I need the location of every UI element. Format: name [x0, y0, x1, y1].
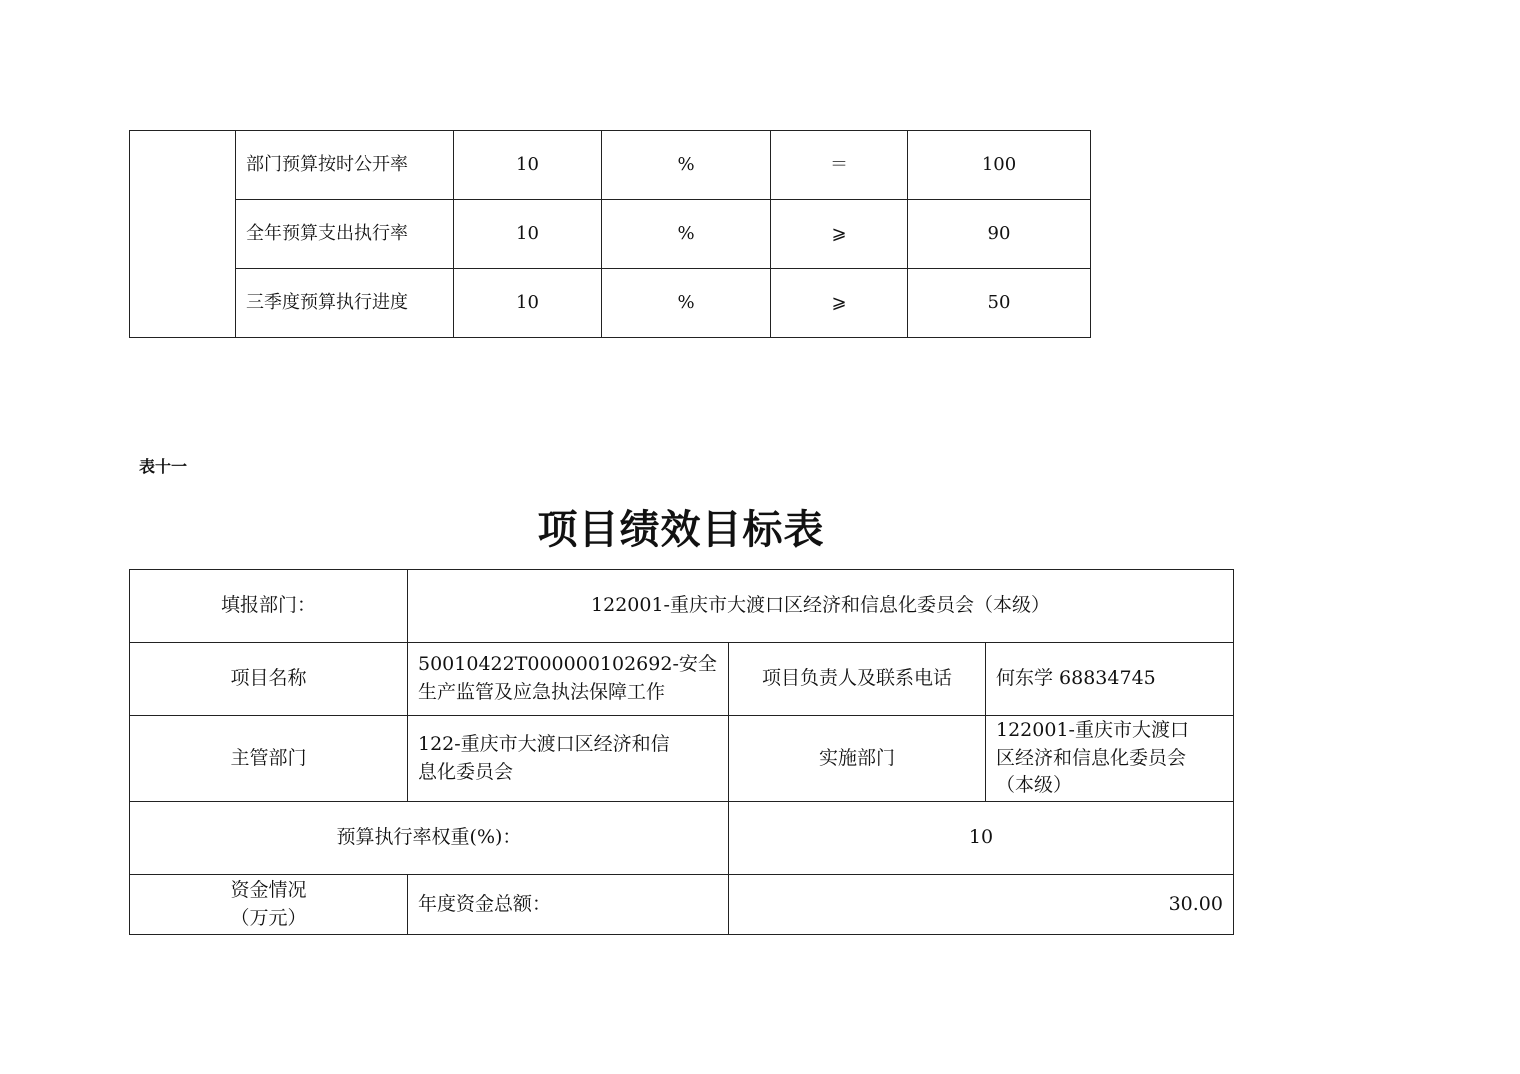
indicator-operator: ⩾ — [771, 200, 908, 269]
table-row — [130, 131, 1091, 200]
supervisor-line: 122-重庆市大渡口区经济和信 — [418, 732, 670, 755]
indicator-weight: 10 — [454, 200, 602, 269]
indicator-target: 90 — [908, 200, 1091, 269]
dept-label: 填报部门： — [130, 570, 408, 643]
table-row — [130, 200, 1091, 269]
project-name-line: 50010422T000000102692-安全 — [418, 653, 717, 676]
table-row — [130, 716, 1234, 802]
impl-dept-value — [986, 716, 1234, 802]
indicator-unit: % — [602, 131, 771, 200]
indicator-target: 100 — [908, 131, 1091, 200]
dept-value: 122001-重庆市大渡口区经济和信息化委员会（本级） — [408, 570, 1234, 643]
table-row — [130, 570, 1234, 643]
supervisor-value — [408, 716, 729, 802]
project-name-line: 生产监管及应急执法保障工作 — [418, 681, 666, 703]
fund-label — [130, 875, 408, 935]
indicator-operator: ＝ — [771, 131, 908, 200]
fund-total-label: 年度资金总额： — [408, 875, 729, 935]
indicator-target: 50 — [908, 269, 1091, 338]
indicator-name: 三季度预算执行进度 — [236, 269, 454, 338]
indicator-unit: % — [602, 200, 771, 269]
indicator-name: 全年预算支出执行率 — [236, 200, 454, 269]
table-row — [130, 643, 1234, 716]
project-name-label: 项目名称 — [130, 643, 408, 716]
page-title: 项目绩效目标表 — [537, 506, 825, 553]
impl-dept-line: （本级） — [996, 774, 1073, 797]
supervisor-line: 息化委员会 — [418, 760, 514, 783]
impl-dept-label: 实施部门 — [729, 716, 986, 802]
project-info-table — [129, 569, 1234, 935]
contact-label: 项目负责人及联系电话 — [729, 643, 986, 716]
supervisor-label: 主管部门 — [130, 716, 408, 802]
budget-weight-value: 10 — [729, 802, 1234, 875]
impl-dept-line: 区经济和信息化委员会 — [996, 746, 1187, 769]
budget-weight-label: 预算执行率权重(%)： — [130, 802, 729, 875]
table-row — [130, 269, 1091, 338]
indicator-name: 部门预算按时公开率 — [236, 131, 454, 200]
fund-label-line: （万元） — [230, 906, 307, 929]
fund-label-line: 资金情况 — [230, 878, 307, 901]
indicator-weight: 10 — [454, 269, 602, 338]
indicator-category-cell — [130, 131, 236, 338]
project-name-value — [408, 643, 729, 716]
fund-total-value: 30.00 — [729, 875, 1234, 935]
indicator-unit: % — [602, 269, 771, 338]
table-row — [130, 802, 1234, 875]
contact-value: 何东学 68834745 — [986, 643, 1234, 716]
impl-dept-line: 122001-重庆市大渡口 — [996, 719, 1189, 742]
table-row — [130, 875, 1234, 935]
indicators-table — [129, 130, 1091, 338]
table-number-label: 表十一 — [139, 457, 188, 476]
indicator-weight: 10 — [454, 131, 602, 200]
indicator-operator: ⩾ — [771, 269, 908, 338]
